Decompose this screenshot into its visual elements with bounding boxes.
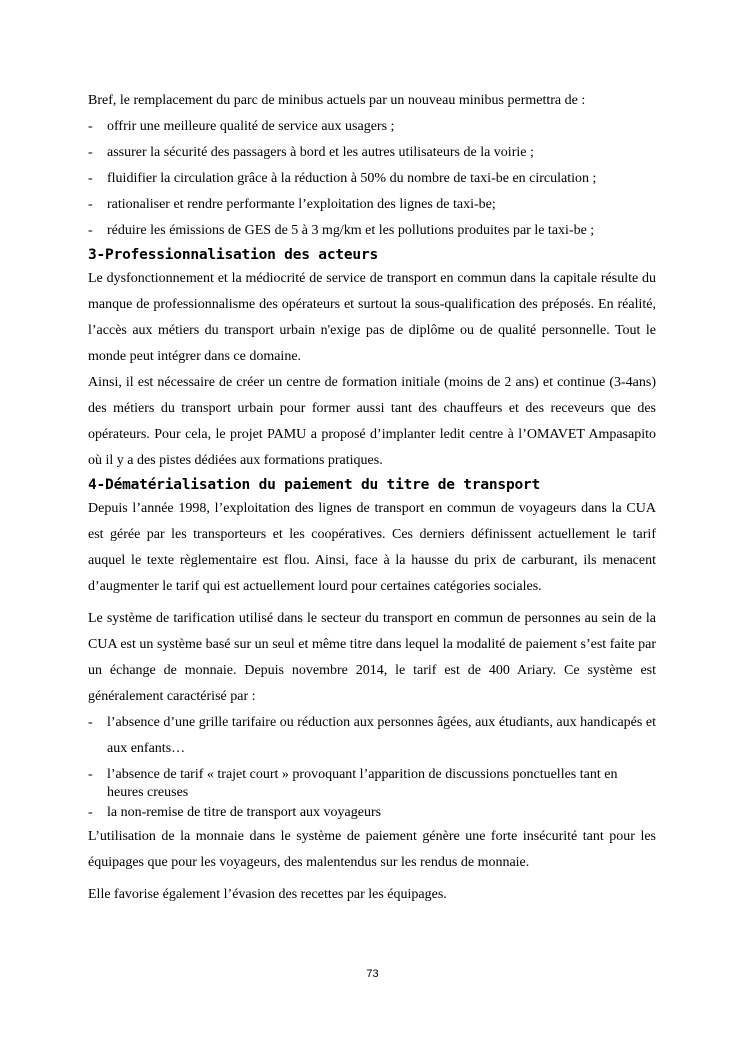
dash-bullet: - bbox=[88, 171, 93, 186]
dash-bullet: - bbox=[88, 197, 93, 212]
list-item bbox=[88, 140, 656, 166]
section-3-paragraph-2: Ainsi, il est nécessaire de créer un centre de formation initiale (moins de 2 ans) et continue (3-4ans) des métiers du transport urbain pour former aussi tant des chauffeurs et des receveurs que des opérateurs. Pour cela, le projet PAMU a proposé d’implanter ledit centre à l’OMAVET Ampasapito où il y a des pistes dédiées aux formations pratiques. bbox=[88, 375, 656, 468]
section-4-paragraph-4: Elle favorise également l’évasion des recettes par les équipages. bbox=[88, 887, 447, 902]
page-body bbox=[88, 88, 656, 908]
list-item bbox=[88, 802, 656, 824]
section-4-paragraph-2: Le système de tarification utilisé dans le secteur du transport en commun de personnes au sein de la CUA est un système basé sur un seul et même titre dans lequel la modalité de paiement s’est faite par un échange de monnaie. Depuis novembre 2014, le tarif est de 400 Ariary. Ce système est généralement caractérisé par : bbox=[88, 611, 656, 704]
list-item bbox=[88, 218, 656, 244]
list-item-continuation: heures creuses bbox=[107, 785, 189, 800]
list-item-text: rationaliser et rendre performante l’exploitation des lignes de taxi-be; bbox=[107, 197, 496, 212]
dash-bullet: - bbox=[88, 767, 93, 782]
list-item-text: offrir une meilleure qualité de service aux usagers ; bbox=[107, 119, 395, 134]
list-item-text: fluidifier la circulation grâce à la réduction à 50% du nombre de taxi-be en circulation ; bbox=[107, 171, 597, 186]
section-4-paragraph-1: Depuis l’année 1998, l’exploitation des lignes de transport en commun de voyageurs dans la CUA est gérée par les transporteurs et les coopératives. Ces derniers définissent actuellement le tarif auquel le texte règlementaire est flou. Ainsi, face à la hausse du prix de carburant, ils menacent d’augmenter le tarif qui est actuellement lourd pour certaines catégories sociales. bbox=[88, 501, 656, 594]
section-3-heading: 3-Professionnalisation des acteurs bbox=[88, 247, 379, 263]
list-item bbox=[88, 762, 656, 802]
dash-bullet: - bbox=[88, 805, 93, 820]
list-item bbox=[88, 710, 656, 762]
section-3-paragraph-1: Le dysfonctionnement et la médiocrité de service de transport en commun dans la capitale résulte du manque de professionnalisme des opérateurs et surtout la sous-qualification des préposés. En réalité, l’accès aux métiers du transport urbain n'exige pas de diplôme ou de qualité personnelle. Tout le monde peut intégrer dans ce domaine. bbox=[88, 271, 656, 364]
list-item-text: assurer la sécurité des passagers à bord et les autres utilisateurs de la voirie ; bbox=[107, 145, 534, 160]
list-item-text: réduire les émissions de GES de 5 à 3 mg/km et les pollutions produites par le taxi-be ; bbox=[107, 223, 595, 238]
list-item bbox=[88, 166, 656, 192]
list-item-text: l’absence d’une grille tarifaire ou réduction aux personnes âgées, aux étudiants, aux handicapés et aux enfants… bbox=[107, 715, 656, 756]
intro-sentence: Bref, le remplacement du parc de minibus actuels par un nouveau minibus permettra de : bbox=[88, 93, 586, 108]
list-item-text: l’absence de tarif « trajet court » provoquant l’apparition de discussions ponctuelles tant en bbox=[107, 767, 618, 782]
dash-bullet: - bbox=[88, 119, 93, 134]
dash-bullet: - bbox=[88, 223, 93, 238]
page-number: 73 bbox=[366, 968, 379, 980]
section-4-heading: 4-Dématérialisation du paiement du titre de transport bbox=[88, 477, 541, 493]
dash-bullet: - bbox=[88, 145, 93, 160]
list-item bbox=[88, 192, 656, 218]
list-item bbox=[88, 114, 656, 140]
dash-bullet: - bbox=[88, 715, 93, 730]
list-item-text: la non-remise de titre de transport aux voyageurs bbox=[107, 805, 382, 820]
section-4-paragraph-3: L’utilisation de la monnaie dans le système de paiement génère une forte insécurité tant pour les équipages que pour les voyageurs, des malentendus sur les rendus de monnaie. bbox=[88, 829, 656, 870]
benefits-list bbox=[88, 114, 656, 244]
tariff-characteristics-list bbox=[88, 710, 656, 824]
